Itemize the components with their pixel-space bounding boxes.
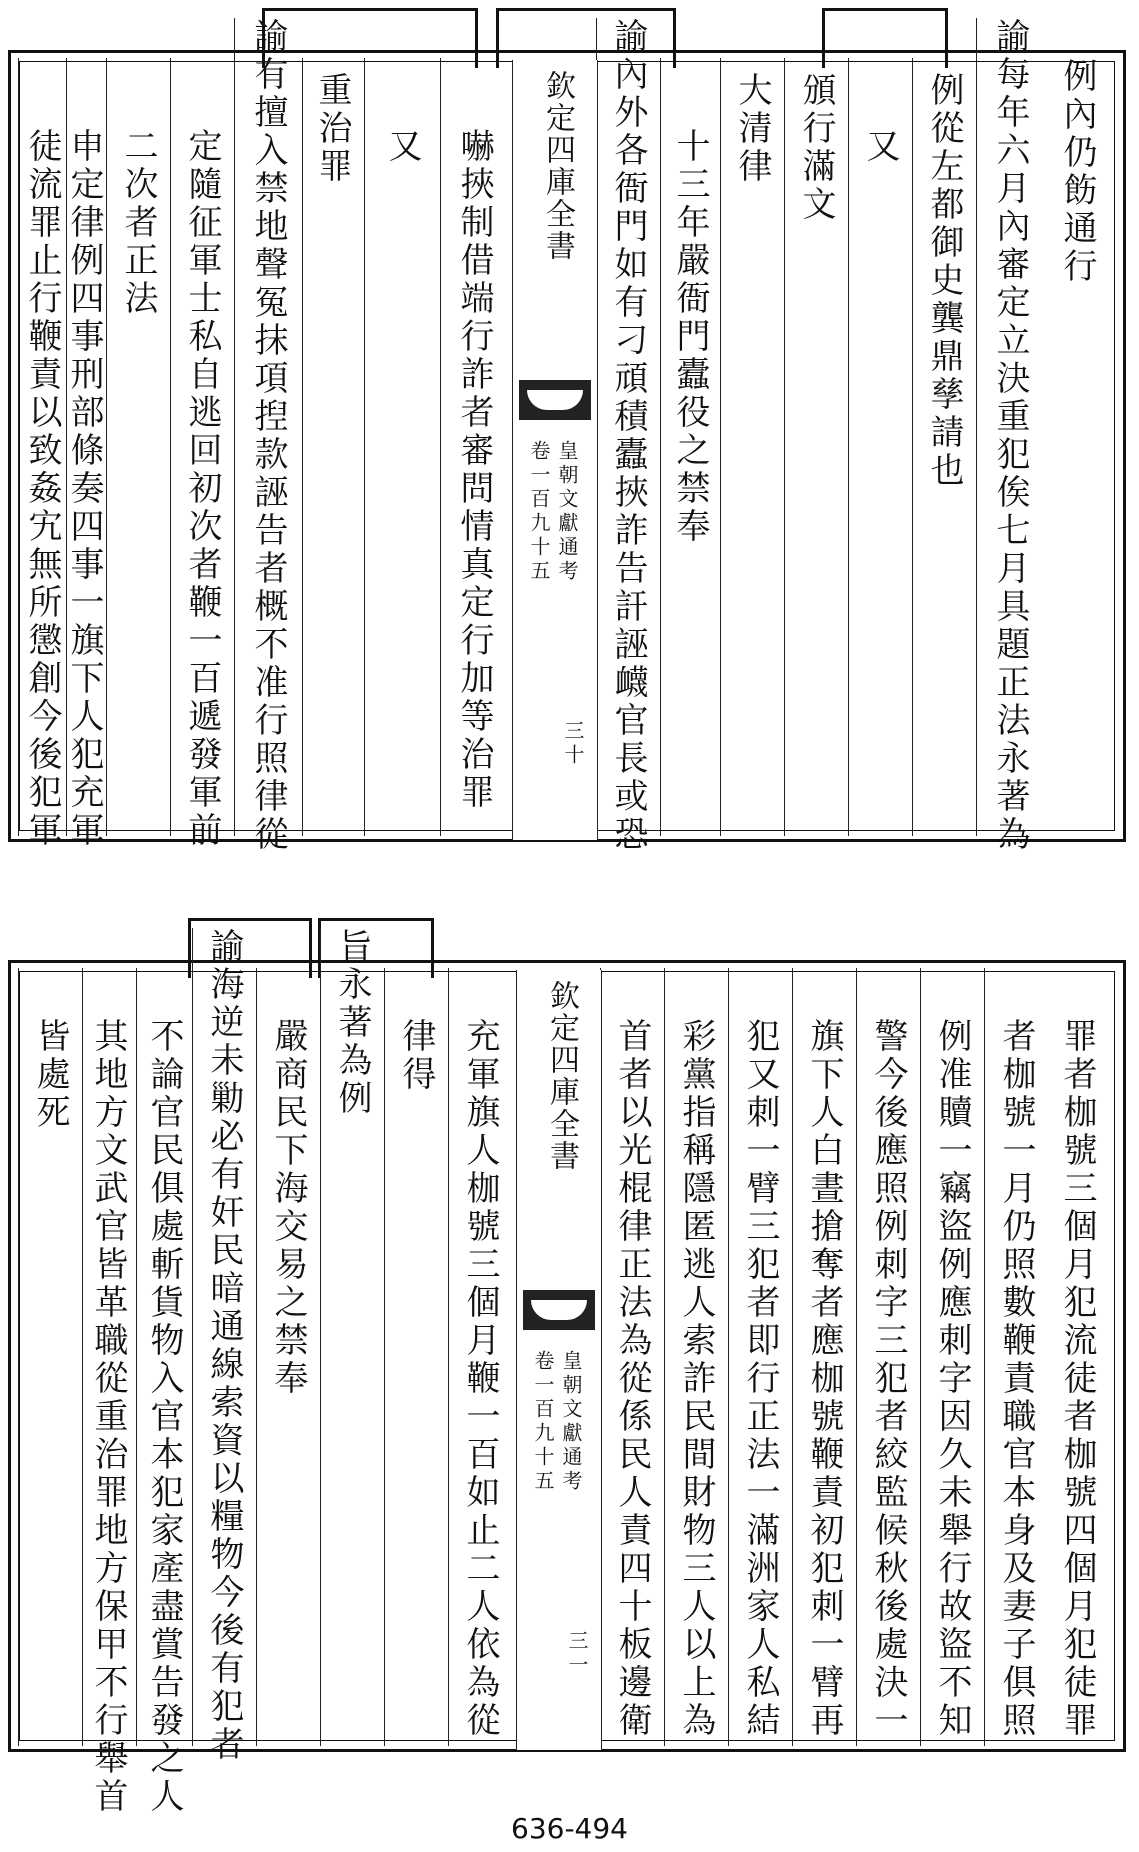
- text-column: [976, 18, 1048, 854]
- column-text: 旨永著為例: [332, 928, 372, 1118]
- text-column: [848, 58, 912, 836]
- text-column: [18, 58, 66, 850]
- column-text: 不論官民俱處斬貨物入官本犯家產盡賞告發之人: [144, 1018, 184, 1816]
- column-text: 大清律: [732, 72, 772, 186]
- column-text: 頒行滿文: [796, 72, 836, 224]
- column-text: 諭海逆未勦必有奸民暗通線索資以糧物今後有犯者: [204, 928, 244, 1764]
- text-column: [192, 928, 256, 1764]
- text-column: [984, 968, 1048, 1746]
- text-column: [64, 58, 106, 850]
- column-text: 重治罪: [312, 72, 352, 186]
- side-title: 皇朝文獻通考: [555, 440, 579, 584]
- leaf-number: 三一: [565, 1630, 589, 1678]
- text-column: [920, 968, 984, 1746]
- column-text: 其地方文武官皆革職從重治罪地方保甲不行舉首: [88, 1018, 128, 1816]
- column-text: 二次者正法: [118, 128, 158, 318]
- text-column: [1048, 968, 1112, 1746]
- column-text: 定隨征軍士私自逃回初次者鞭一百遞發軍前: [182, 128, 222, 850]
- column-text: 皆處死: [30, 1018, 70, 1132]
- column-text: 嚇挾制借端行詐者審問情真定行加等治罪: [454, 128, 494, 812]
- top-page: [8, 8, 1126, 854]
- column-text: 例從左都御史龔鼎孳請也: [924, 72, 964, 490]
- side-volume: 卷一百九十五: [531, 1350, 555, 1494]
- text-column: [720, 58, 784, 836]
- fish-tail-mark: [523, 1290, 595, 1330]
- column-text: 又: [382, 128, 422, 166]
- column-text: 者枷號一月仍照數鞭責職官本身及妻子俱照: [996, 1018, 1036, 1740]
- page-reference: 636-494: [511, 1812, 628, 1845]
- side-title: 皇朝文獻通考: [559, 1350, 583, 1494]
- text-column: [664, 968, 728, 1746]
- text-column: [596, 18, 660, 854]
- column-text: 徒流罪止行鞭責以致姦宄無所懲創今後犯軍: [22, 128, 62, 850]
- column-text: 彩黨指稱隱匿逃人索詐民間財物三人以上為: [676, 1018, 716, 1740]
- text-column: [912, 58, 976, 836]
- column-text: 例內仍飭通行: [1057, 58, 1097, 286]
- column-text: 申定律例四事刑部條奏四事一旗下人犯充軍: [64, 128, 104, 850]
- column-text: 旗下人白晝搶奪者應枷號鞭責初犯刺一臂再: [804, 1018, 844, 1740]
- side-volume: 卷一百九十五: [527, 440, 551, 584]
- column-text: 罪者枷號三個月犯流徒者枷號四個月犯徒罪: [1057, 1018, 1097, 1740]
- text-column: [302, 58, 364, 836]
- column-text: 充軍旗人枷號三個月鞭一百如止二人依為從: [460, 1018, 500, 1740]
- fish-tail-mark: [519, 380, 591, 420]
- book-title: 欽定四庫全書: [540, 70, 575, 262]
- text-column: [784, 58, 848, 836]
- text-column: [792, 968, 856, 1746]
- column-text: 例准贖一竊盜例應刺字因久未舉行故盜不知: [932, 1018, 972, 1740]
- text-column: [18, 968, 82, 1746]
- column-text: 諭每年六月內審定立決重犯俟七月具題正法永著為: [990, 18, 1030, 854]
- column-text: 犯又刺一臂三犯者即行正法一滿洲家人私結: [740, 1018, 780, 1740]
- book-title: 欽定四庫全書: [544, 980, 579, 1172]
- column-text: 又: [860, 128, 900, 166]
- bottom-page: [8, 918, 1126, 1816]
- text-column: [234, 18, 302, 854]
- center-strip: [512, 60, 598, 840]
- text-column: [728, 968, 792, 1746]
- center-strip: [516, 970, 602, 1750]
- text-column: [1048, 58, 1112, 836]
- column-text: 諭有擅入禁地聲冤抹項揑款誣告者概不准行照律從: [248, 18, 288, 854]
- text-column: [170, 58, 234, 850]
- column-text: 十三年嚴衙門蠹役之禁奉: [670, 128, 710, 546]
- text-column: [320, 928, 384, 1746]
- text-column: [82, 968, 136, 1816]
- text-column: [384, 968, 448, 1746]
- text-column: [106, 58, 170, 836]
- text-column: [448, 968, 516, 1746]
- text-column: [600, 968, 664, 1746]
- text-column: [440, 58, 512, 836]
- column-text: 嚴商民下海交易之禁奉: [268, 1018, 308, 1398]
- text-column: [256, 968, 320, 1746]
- column-text: 律得: [396, 1018, 436, 1094]
- text-column: [136, 968, 192, 1816]
- text-column: [364, 58, 440, 836]
- text-column: [660, 58, 720, 836]
- column-text: 諭內外各衙門如有刁頑積蠹挾詐告訐誣衊官長或恐: [608, 18, 648, 854]
- leaf-number: 三十: [561, 720, 585, 768]
- column-text: 警今後應照例刺字三犯者絞監候秋後處決一: [868, 1018, 908, 1740]
- text-column: [856, 968, 920, 1746]
- column-text: 首者以光棍律正法為從係民人責四十板邊衛: [612, 1018, 652, 1740]
